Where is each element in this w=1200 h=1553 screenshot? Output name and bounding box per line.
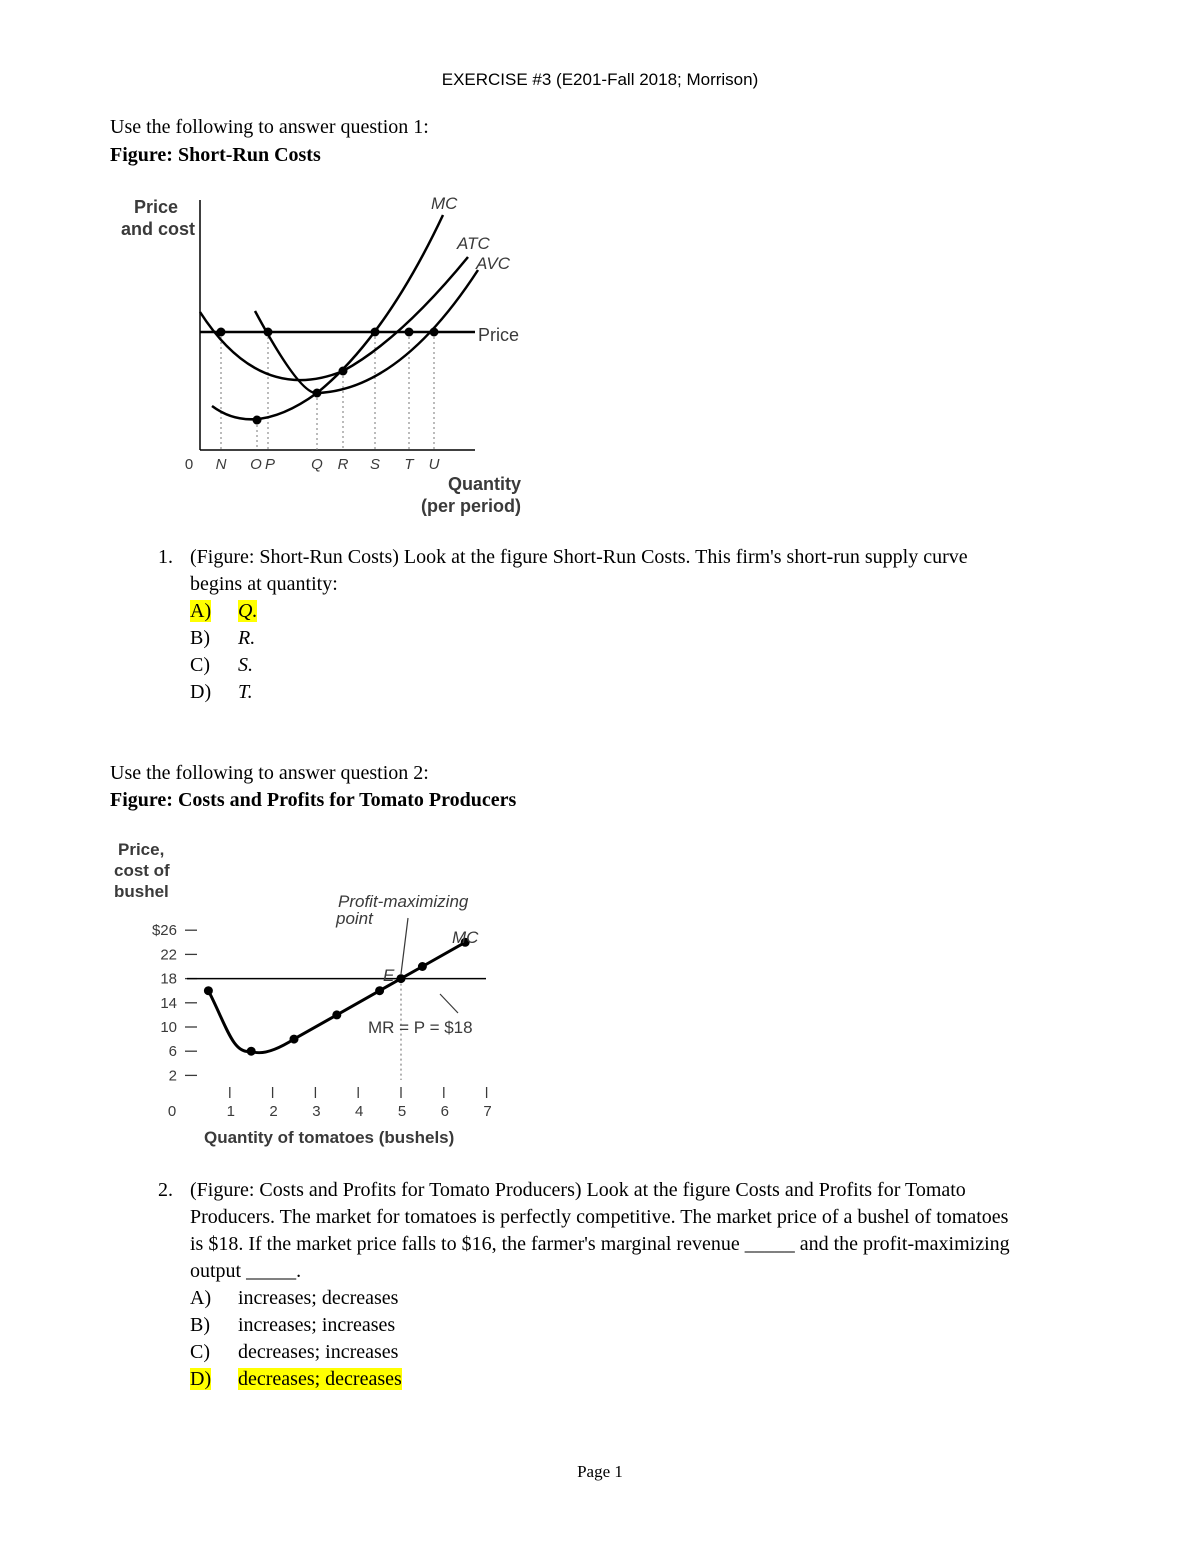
fig1-tick-s: S xyxy=(369,456,381,473)
option-text: Q. xyxy=(238,600,258,622)
fig2-x-tick-label: 6 xyxy=(440,1103,449,1120)
fig2-mc-points xyxy=(204,938,470,1056)
option-text: decreases; decreases xyxy=(238,1368,402,1390)
option-letter: B) xyxy=(190,1314,210,1336)
fig1-x-label-1: Quantity xyxy=(447,474,521,494)
fig2-x-tick-label: 2 xyxy=(269,1103,278,1120)
fig2-mc-point xyxy=(332,1010,341,1019)
fig2-mc-point xyxy=(375,986,384,995)
fig2-mc-point xyxy=(247,1047,256,1056)
fig2-y-tick-label: 14 xyxy=(160,994,177,1012)
fig2-mc-point xyxy=(290,1035,299,1044)
option-letter: D) xyxy=(190,681,212,703)
fig2-x-tick-label: 0 xyxy=(167,1103,177,1120)
fig2-mc-point xyxy=(397,974,406,983)
fig2-y-label-3: bushel xyxy=(114,882,169,901)
fig2-y-label-1: Price, xyxy=(118,840,165,859)
page-header: EXERCISE #3 (E201-Fall 2018; Morrison) xyxy=(441,70,759,89)
fig1-y-label-2: and cost xyxy=(120,219,195,239)
fig2-mc-point xyxy=(204,986,213,995)
fig1-origin: 0 xyxy=(184,456,194,473)
fig2-x-tick-label: 7 xyxy=(483,1103,492,1120)
option-letter: C) xyxy=(190,654,210,676)
fig2-y-tick-label: 6 xyxy=(168,1043,177,1061)
fig2-x-label: Quantity of tomatoes (bushels) xyxy=(204,1128,455,1147)
fig2-mc-point xyxy=(418,962,427,971)
option-letter: A) xyxy=(190,1287,212,1309)
fig1-x-label-2: (per period) xyxy=(420,496,521,516)
question2-number: 2. xyxy=(158,1179,173,1201)
fig2-y-tick-label: 2 xyxy=(168,1067,177,1085)
fig1-tick-n: N xyxy=(215,456,227,473)
question2-option-a[interactable] xyxy=(190,1285,1018,1312)
fig2-x-ticks xyxy=(168,1103,492,1120)
fig1-tick-q: Q xyxy=(311,456,323,473)
fig2-x-tick-label: 3 xyxy=(312,1103,321,1120)
option-text: increases; decreases xyxy=(238,1287,399,1309)
question-2 xyxy=(158,1177,1018,1393)
fig2-x-tick-label: 4 xyxy=(355,1103,364,1120)
fig1-mc-label: MC xyxy=(431,194,458,213)
question2-option-d[interactable] xyxy=(190,1366,1018,1393)
fig2-y-tick-label: 10 xyxy=(160,1019,177,1036)
fig2-y-tick-label: 22 xyxy=(160,946,177,964)
question1-number: 1. xyxy=(158,546,173,568)
question1-intro: Use the following to answer question 1: xyxy=(110,116,429,138)
option-letter: A) xyxy=(190,600,212,622)
fig1-y-label-1: Price xyxy=(133,197,178,217)
page-footer: Page 1 xyxy=(577,1462,623,1481)
option-text: R. xyxy=(238,627,256,649)
fig2-y-tick-label: 18 xyxy=(160,970,177,988)
fig2-mr-pointer xyxy=(440,994,458,1013)
fig2-annotation-line1: Profit-maximizing xyxy=(338,892,469,911)
option-text: T. xyxy=(238,681,253,703)
fig2-y-ticks xyxy=(152,922,177,1084)
question2-options xyxy=(190,1285,1018,1393)
question2-option-b[interactable] xyxy=(190,1312,1018,1339)
question2-text: (Figure: Costs and Profits for Tomato Producers) Look at the figure Costs and Profits for Tomato Producers. The market for tomatoes is perfectly competitive. The market price of a bushel of tomatoes is $18. If the market price falls to $16, the farmer's marginal revenue _____ and the profit-maximizing output _____. xyxy=(190,1179,1010,1282)
option-letter: C) xyxy=(190,1341,210,1363)
figure1-title: Figure: Short-Run Costs xyxy=(110,144,321,166)
fig2-mc-label: MC xyxy=(452,928,479,947)
question1-text: (Figure: Short-Run Costs) Look at the figure Short-Run Costs. This firm's short-run supply curve begins at quantity: xyxy=(190,546,968,595)
option-text: increases; increases xyxy=(238,1314,396,1336)
figure2-title: Figure: Costs and Profits for Tomato Producers xyxy=(110,789,517,811)
fig2-mr-label: MR = P = $18 xyxy=(368,1018,473,1037)
fig2-y-label-2: cost of xyxy=(114,861,170,880)
fig2-annotation-pointer xyxy=(401,918,408,974)
option-letter: B) xyxy=(190,627,210,649)
fig1-avc-label: AVC xyxy=(476,254,511,273)
question2-option-c[interactable] xyxy=(190,1339,1018,1366)
fig1-tick-t: T xyxy=(404,456,414,473)
fig1-tick-o: O xyxy=(250,456,262,473)
fig2-annotation-line2: point xyxy=(336,909,373,928)
option-text: decreases; increases xyxy=(238,1341,399,1363)
fig2-e-label: E xyxy=(383,966,395,985)
fig1-tick-p: P xyxy=(264,456,276,473)
option-letter: D) xyxy=(190,1368,212,1390)
fig2-x-tick-label: 1 xyxy=(226,1103,235,1120)
fig2-x-tick-label: 5 xyxy=(397,1103,407,1120)
fig1-atc-label: ATC xyxy=(457,234,490,253)
option-text: S. xyxy=(238,654,253,676)
fig1-price-label: Price xyxy=(478,325,520,345)
fig2-y-tick-label: $26 xyxy=(151,922,177,940)
fig1-tick-u: U xyxy=(428,456,440,473)
fig1-tick-r: R xyxy=(337,456,349,473)
question2-intro: Use the following to answer question 2: xyxy=(110,762,429,784)
